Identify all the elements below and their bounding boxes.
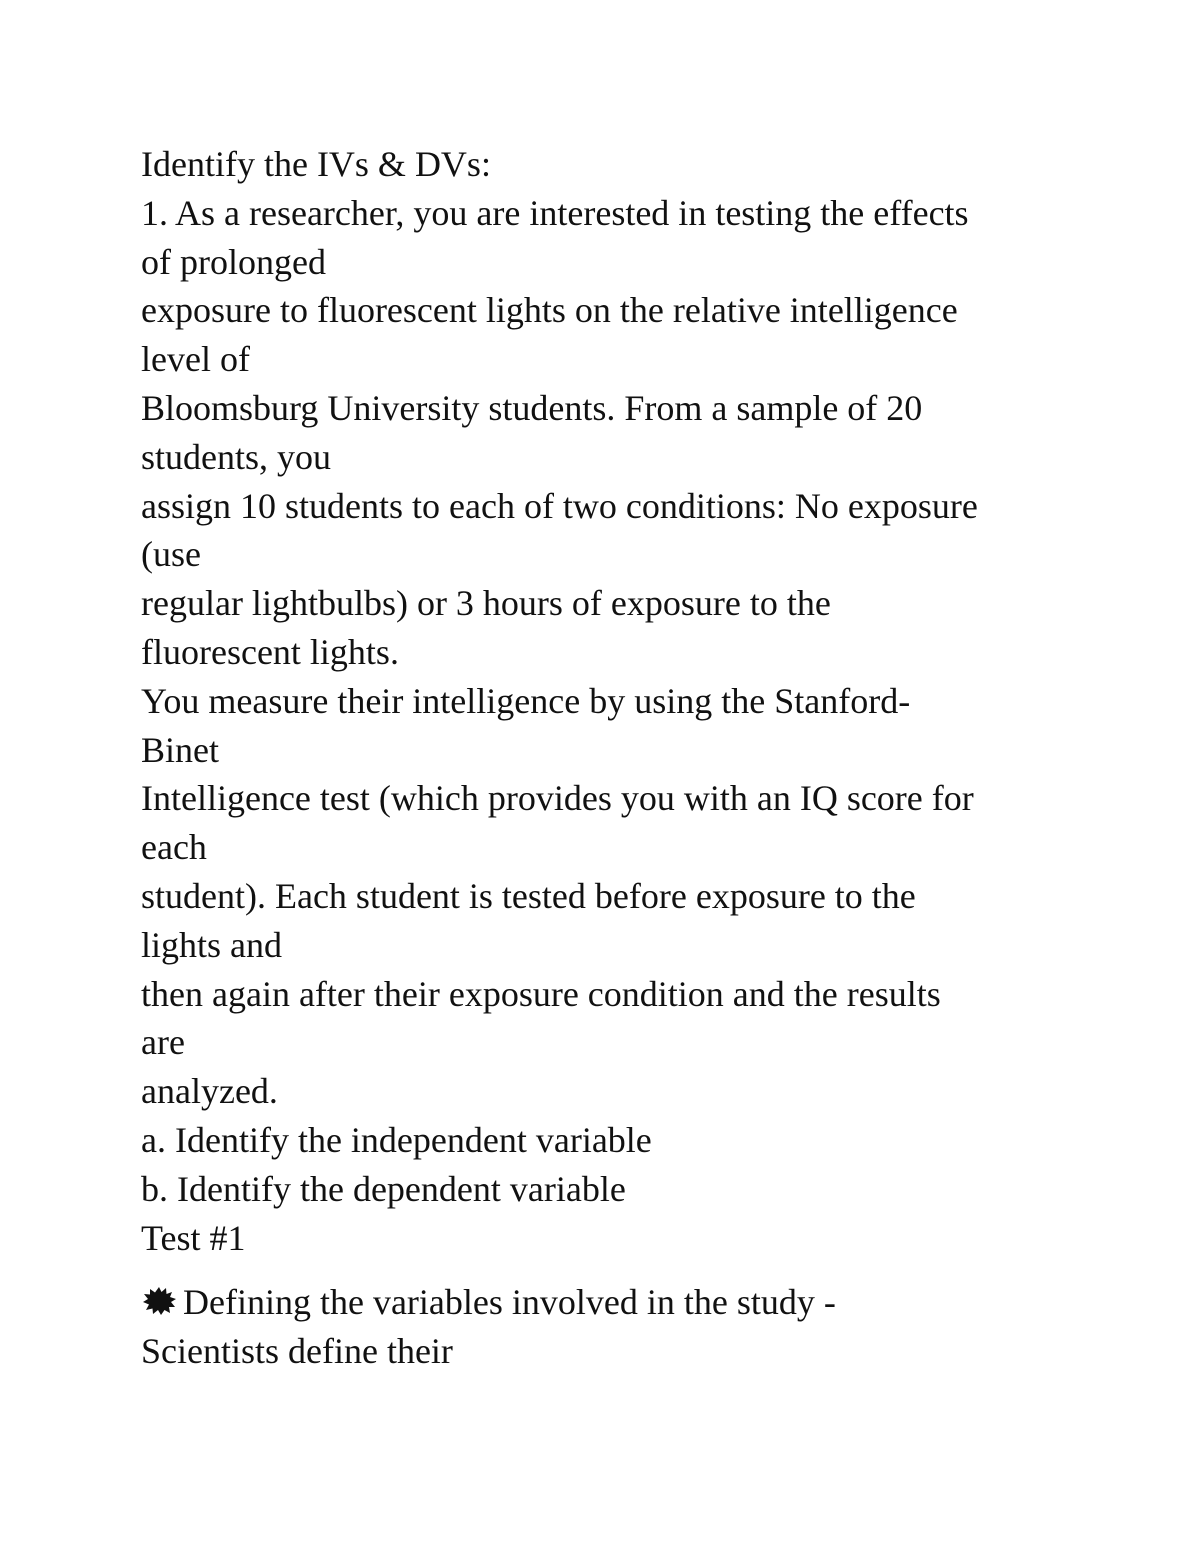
text-line: (use xyxy=(141,534,201,575)
text-line: Binet xyxy=(141,729,219,770)
text-line: Intelligence test (which provides you with an IQ score for xyxy=(141,778,974,819)
heading-line: Identify the IVs & DVs: xyxy=(141,144,491,184)
text-line: level of xyxy=(141,339,250,380)
text-line: analyzed. xyxy=(141,1071,278,1112)
question-b-line: b. Identify the dependent variable xyxy=(141,1168,626,1209)
question-a-line: a. Identify the independent variable xyxy=(141,1119,652,1160)
text-line: then again after their exposure condition and the results xyxy=(141,973,941,1014)
text-line: Bloomsburg University students. From a sample of 20 xyxy=(141,387,923,428)
text-line: assign 10 students to each of two conditions: No exposure xyxy=(141,485,978,526)
document-text xyxy=(141,140,1081,1376)
text-line: 1. As a researcher, you are interested in testing the effects xyxy=(141,192,969,233)
bullet-text: Defining the variables involved in the study - xyxy=(183,1282,836,1323)
text-line: exposure to fluorescent lights on the relative intelligence xyxy=(141,290,958,331)
text-line: regular lightbulbs) or 3 hours of exposure to the xyxy=(141,583,831,624)
text-line: You measure their intelligence by using the Stanford- xyxy=(141,680,911,721)
text-line: lights and xyxy=(141,924,282,965)
final-line: Scientists define their xyxy=(141,1331,453,1372)
text-line: fluorescent lights. xyxy=(141,631,399,672)
text-line: of prolonged xyxy=(141,241,326,282)
text-line: each xyxy=(141,827,207,868)
burst-bullet-icon xyxy=(141,1286,177,1316)
text-line: student). Each student is tested before exposure to the xyxy=(141,875,916,916)
text-line: students, you xyxy=(141,436,332,477)
test-label-line: Test #1 xyxy=(141,1217,246,1258)
text-line: are xyxy=(141,1022,185,1063)
bullet-item xyxy=(141,1278,1081,1327)
